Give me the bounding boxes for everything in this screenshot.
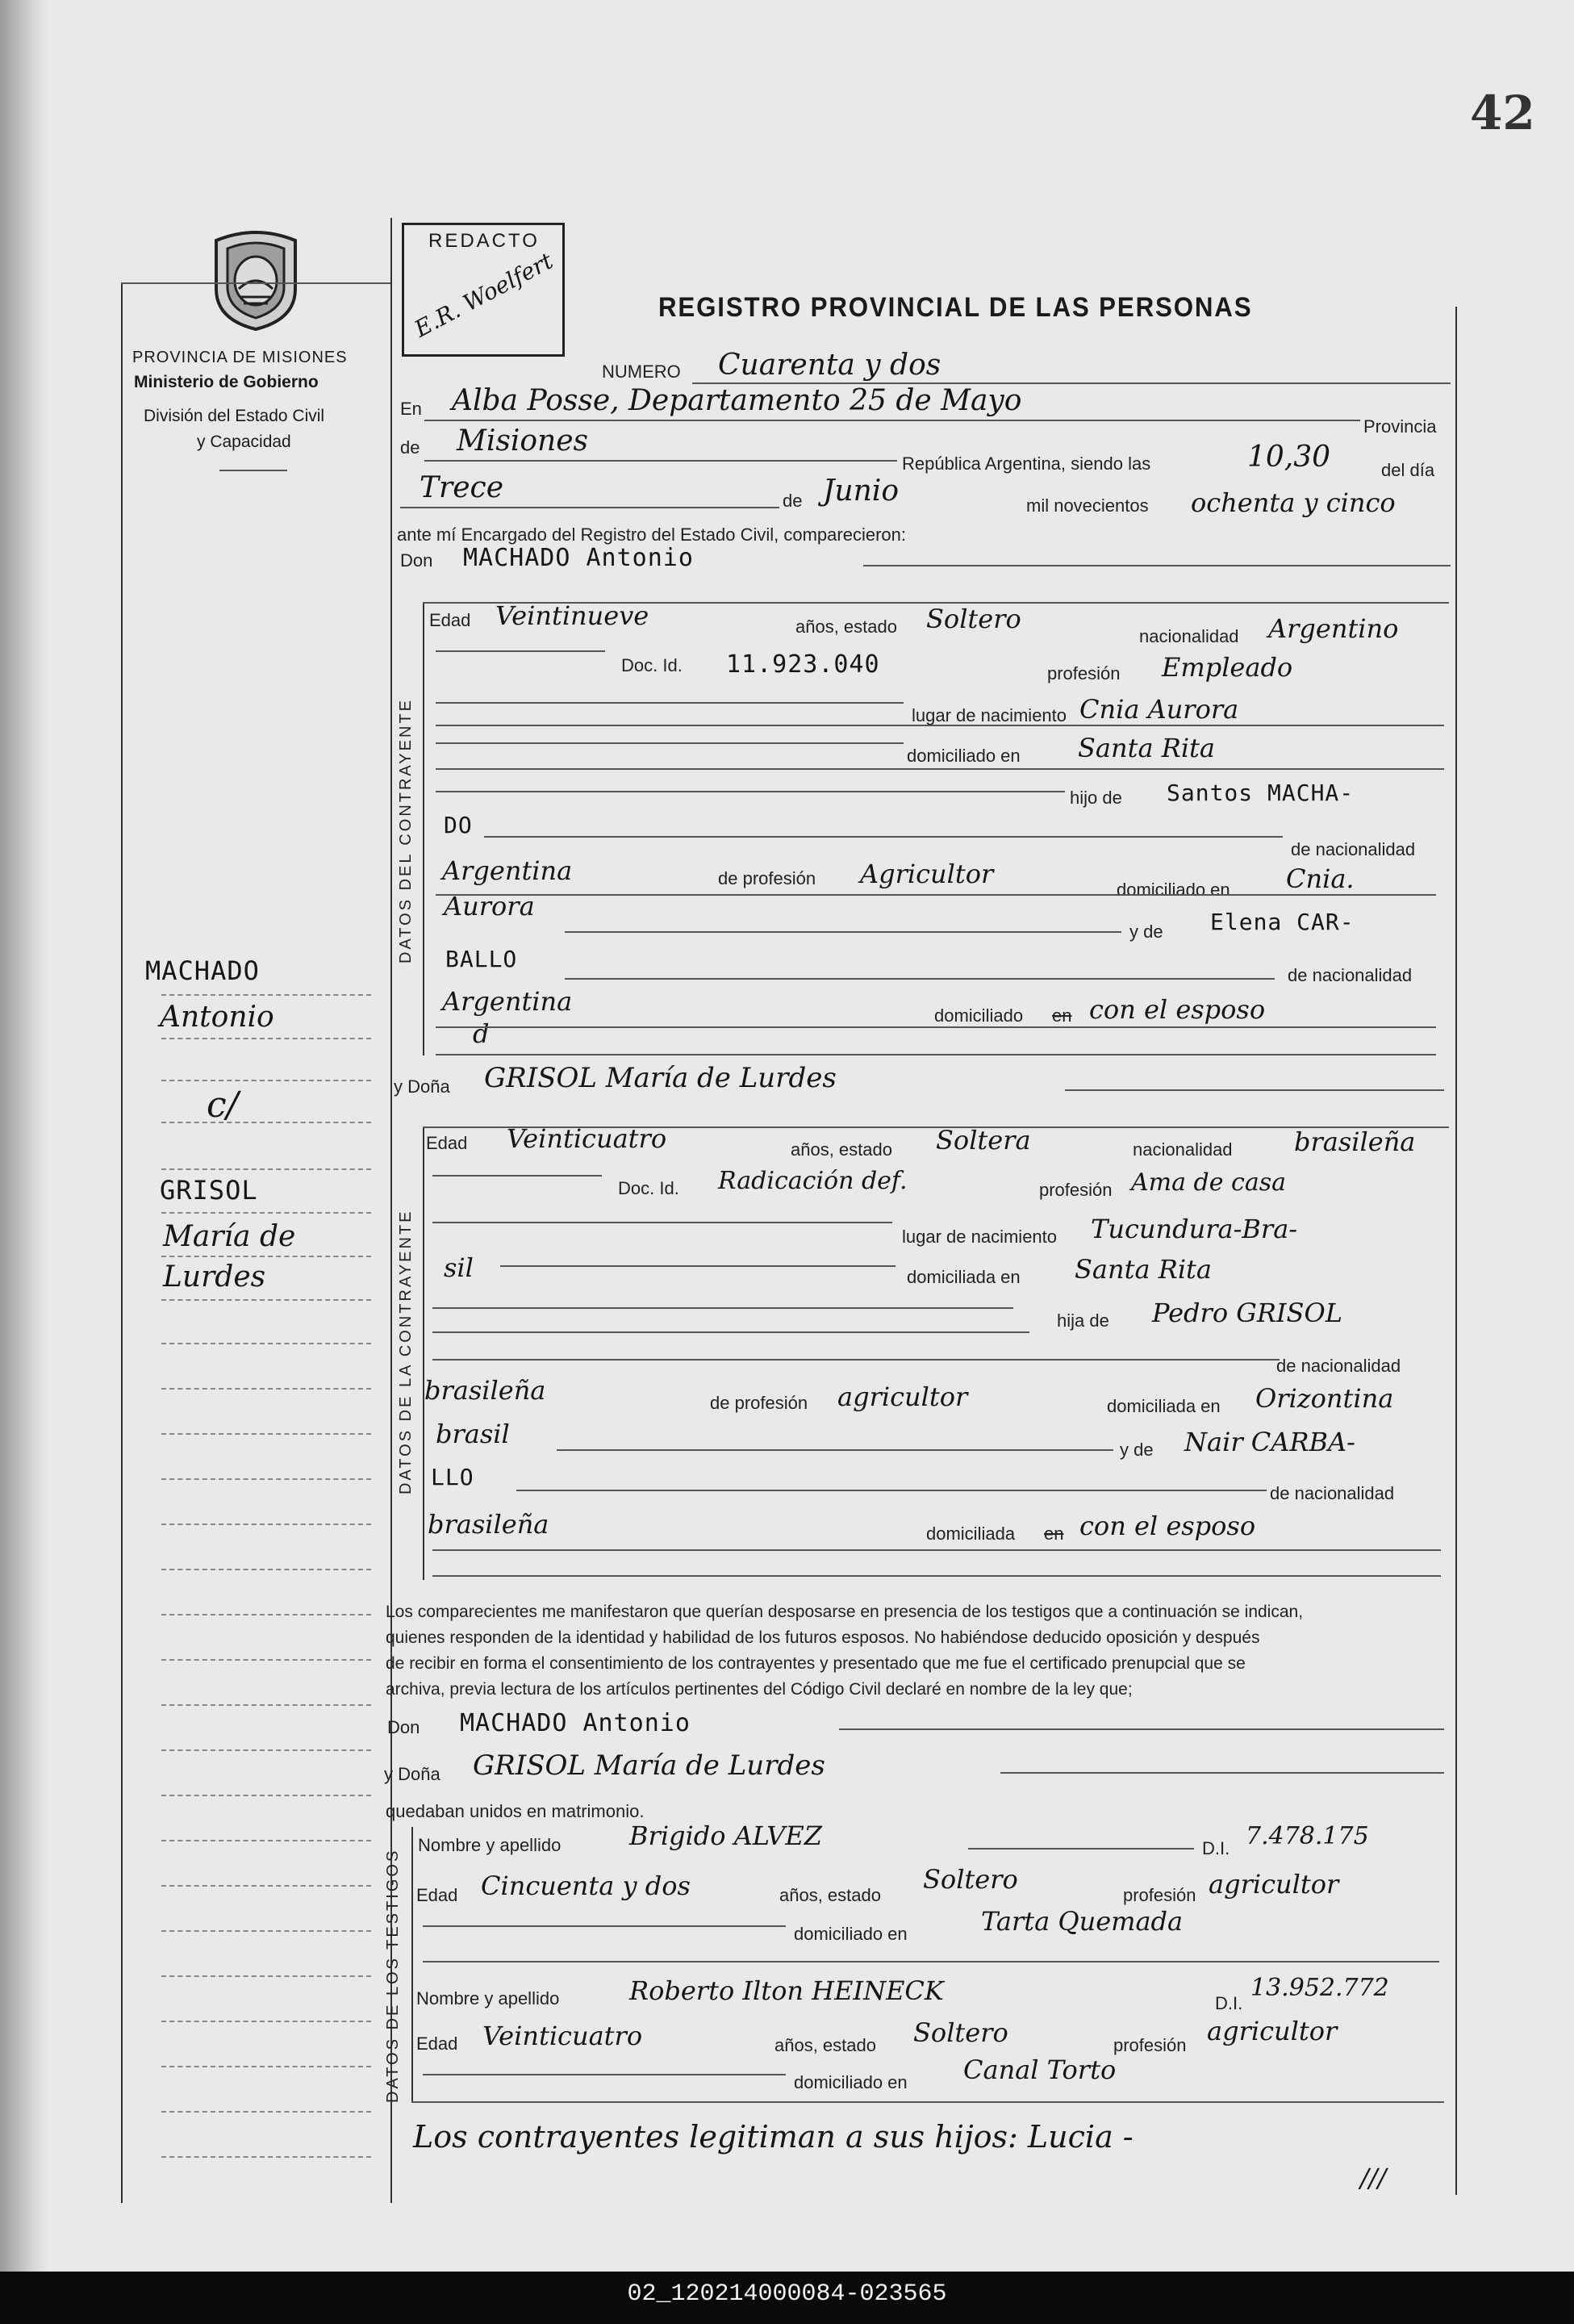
page-number: 42 xyxy=(1470,86,1535,140)
margin-rule xyxy=(161,1885,371,1887)
bride-box-rule xyxy=(423,1128,424,1580)
label-en-strike-bride: en xyxy=(1044,1524,1064,1544)
fill-line xyxy=(516,1490,1267,1491)
value-domicilio-bride: Santa Rita xyxy=(1075,1254,1212,1285)
value-w1-profesion: agricultor xyxy=(1209,1869,1339,1900)
value-madre-bride: Nair CARBA- xyxy=(1184,1427,1355,1457)
org-underline xyxy=(219,470,287,471)
witness-section-label: DATOS DE LOS TESTIGOS xyxy=(384,1848,402,2103)
statement-line-2: quienes responden de la identidad y habilidad de los futuros esposos. No habiéndose deducido oposición y después xyxy=(386,1628,1260,1647)
groom-box-rule xyxy=(423,604,424,1055)
margin-bride-surname: GRISOL xyxy=(160,1175,258,1206)
fill-line xyxy=(436,1026,1436,1028)
margin-rule xyxy=(161,994,371,996)
org-ministry: Ministerio de Gobierno xyxy=(134,373,319,391)
value-madre-dom-bride: con el esposo xyxy=(1079,1511,1256,1541)
label-en-strike: en xyxy=(1052,1005,1072,1026)
value-doc: 11.923.040 xyxy=(726,650,880,679)
scan-footer-id: 02_120214000084-023565 xyxy=(627,2280,947,2308)
margin-rule xyxy=(161,1524,371,1525)
fill-line xyxy=(436,702,904,704)
label-de-nac-2: de nacionalidad xyxy=(1288,965,1413,985)
fill-line xyxy=(436,1054,1436,1055)
label-republica: República Argentina, siendo las xyxy=(902,454,1151,474)
value-w2-edad: Veinticuatro xyxy=(482,2021,643,2051)
margin-rule xyxy=(161,2021,371,2022)
label-don-2: Don xyxy=(387,1717,420,1737)
fill-line xyxy=(432,1331,1029,1333)
fill-line xyxy=(436,768,1444,770)
value-provincia: Misiones xyxy=(457,424,589,458)
value-madre-2: BALLO xyxy=(445,946,518,972)
fill-line xyxy=(1000,1772,1444,1774)
fill-line xyxy=(436,742,904,744)
label-edad-bride: Edad xyxy=(426,1133,468,1153)
label-de-prof-bride: de profesión xyxy=(710,1393,808,1413)
label-domicilio-bride: domiciliada en xyxy=(907,1267,1021,1287)
label-profesion: profesión xyxy=(1047,663,1121,683)
label-anos-estado-bride: años, estado xyxy=(791,1139,892,1160)
margin-rule xyxy=(161,2111,371,2113)
fill-line xyxy=(400,507,779,508)
margin-rule xyxy=(161,1975,371,1977)
value-estado-bride: Soltera xyxy=(936,1125,1031,1156)
label-w1-di: D.I. xyxy=(1202,1838,1230,1858)
label-edad: Edad xyxy=(429,610,471,630)
fill-line xyxy=(423,1961,1439,1962)
value-w2-di: 13.952.772 xyxy=(1250,1974,1389,2002)
label-dona-2: y Doña xyxy=(384,1764,440,1784)
margin-rule xyxy=(161,1930,371,1932)
fill-line xyxy=(423,2074,786,2075)
form-top-rule xyxy=(121,282,390,284)
label-numero: NUMERO xyxy=(602,362,681,382)
fill-line xyxy=(411,2101,1444,2103)
legitimation-note: Los contrayentes legitiman a sus hijos: Lucia - xyxy=(413,2119,1134,2155)
continuation-mark: /// xyxy=(1360,2163,1387,2193)
register-title: REGISTRO PROVINCIAL DE LAS PERSONAS xyxy=(658,292,1253,323)
fill-line xyxy=(432,1307,1013,1309)
label-y-de-bride: y de xyxy=(1120,1440,1154,1460)
redacto-stamp xyxy=(402,223,565,357)
value-w1-nombre: Brigido ALVEZ xyxy=(629,1820,822,1851)
form-right-rule xyxy=(1455,307,1457,2195)
label-w1-anos-estado: años, estado xyxy=(779,1885,881,1905)
label-de-prof: de profesión xyxy=(718,868,816,888)
value-extra-mark: d xyxy=(473,1018,490,1049)
value-lugar-bride: Tucundura-Bra- xyxy=(1091,1214,1298,1244)
value-padre-bride: Pedro GRISOL xyxy=(1152,1298,1342,1328)
value-padre-dom-2: Aurora xyxy=(444,891,535,922)
value-padre-nac: Argentina xyxy=(442,855,573,886)
label-w1-nombre: Nombre y apellido xyxy=(418,1835,562,1855)
label-w1-profesion: profesión xyxy=(1123,1885,1196,1905)
fill-line xyxy=(436,650,605,652)
statement-line-3: de recibir en forma el consentimiento de los contrayentes y presentado que me fue el certificado prenupcial que se xyxy=(386,1654,1246,1673)
bride-section-label: DATOS DE LA CONTRAYENTE xyxy=(397,1209,415,1494)
value-w2-profesion: agricultor xyxy=(1207,2016,1338,2046)
margin-rule xyxy=(161,1433,371,1435)
value-dia: Trece xyxy=(420,471,503,504)
label-w1-domicilio: domiciliado en xyxy=(794,1924,908,1944)
value-padre-prof-bride: agricultor xyxy=(837,1381,968,1412)
label-doc: Doc. Id. xyxy=(621,655,683,675)
value-edad: Veintinueve xyxy=(495,600,649,631)
value-padre-nac-bride: brasileña xyxy=(424,1375,546,1406)
margin-rule xyxy=(161,1749,371,1751)
value-nacionalidad: Argentino xyxy=(1268,613,1399,644)
fill-line xyxy=(863,565,1451,566)
value-en: Alba Posse, Departamento 25 de Mayo xyxy=(452,384,1022,417)
value-padre-2: DO xyxy=(444,812,473,838)
value-lugar-bride-2: sil xyxy=(444,1252,474,1283)
fill-line xyxy=(436,725,1444,726)
value-padre-dom-bride: Orizontina xyxy=(1255,1383,1394,1414)
label-hija: hija de xyxy=(1057,1310,1109,1331)
margin-rule xyxy=(161,1343,371,1344)
label-doc-bride: Doc. Id. xyxy=(618,1178,679,1198)
label-profesion-bride: profesión xyxy=(1039,1180,1113,1200)
label-w2-domicilio: domiciliado en xyxy=(794,2072,908,2092)
label-w2-anos-estado: años, estado xyxy=(774,2035,876,2055)
statement-line-4: archiva, previa lectura de los artículos pertinentes del Código Civil declaré en nombre de la ley que; xyxy=(386,1680,1133,1699)
margin-groom-name: Antonio xyxy=(160,1001,274,1034)
label-y-dona: y Doña xyxy=(394,1076,450,1097)
text-ante: ante mí Encargado del Registro del Estado Civil, comparecieron: xyxy=(397,525,906,545)
margin-rule xyxy=(161,1256,371,1257)
label-lugar-bride: lugar de nacimiento xyxy=(902,1227,1058,1247)
fill-line xyxy=(968,1848,1194,1850)
label-domicilio: domiciliado en xyxy=(907,746,1021,766)
label-de-mes: de xyxy=(783,491,803,511)
value-w2-estado: Soltero xyxy=(913,2017,1008,2048)
label-del-dia: del día xyxy=(1381,460,1435,480)
value-w1-domicilio: Tarta Quemada xyxy=(981,1906,1184,1937)
margin-groom-surname: MACHADO xyxy=(145,955,260,986)
label-lugar: lugar de nacimiento xyxy=(912,705,1067,725)
value-madre-bride-2: LLO xyxy=(431,1464,474,1490)
fill-line xyxy=(424,460,897,462)
label-domiciliada: domiciliada xyxy=(926,1524,1016,1544)
label-y-de: y de xyxy=(1129,922,1163,942)
value-madre: Elena CAR- xyxy=(1210,909,1355,935)
value-domicilio: Santa Rita xyxy=(1078,733,1215,763)
org-province: PROVINCIA DE MISIONES xyxy=(132,349,348,366)
margin-rule xyxy=(161,1122,371,1123)
stamp-signature: E.R. Woelfert xyxy=(410,247,557,343)
margin-bride-name: María de xyxy=(163,1220,296,1253)
margin-rule xyxy=(161,1299,371,1301)
stamp-label: REDACTO xyxy=(428,230,540,252)
margin-rule xyxy=(161,1569,371,1570)
margin-rule xyxy=(161,1038,371,1039)
value-w1-di: 7.478.175 xyxy=(1246,1822,1369,1850)
label-de: de xyxy=(400,437,420,458)
value-anio: ochenta y cinco xyxy=(1191,487,1396,518)
margin-rule xyxy=(161,2156,371,2158)
fill-line xyxy=(557,1449,1113,1451)
value-bride-name: GRISOL María de Lurdes xyxy=(484,1062,837,1094)
value-dona-2: GRISOL María de Lurdes xyxy=(473,1749,825,1782)
fill-line xyxy=(424,420,1360,421)
fill-line xyxy=(1065,1089,1444,1091)
fill-line xyxy=(436,894,1436,896)
margin-rule xyxy=(161,1840,371,1841)
fill-line xyxy=(432,1549,1441,1551)
margin-rule xyxy=(161,1212,371,1214)
fill-line xyxy=(432,1575,1441,1577)
margin-rule xyxy=(161,1168,371,1170)
fill-line xyxy=(436,791,1065,792)
value-padre-dom: Cnia. xyxy=(1286,863,1355,894)
label-de-nac: de nacionalidad xyxy=(1291,839,1416,859)
witness-box-rule xyxy=(411,1827,413,2101)
value-padre-prof: Agricultor xyxy=(860,859,994,889)
margin-bride-name2: Lurdes xyxy=(163,1260,266,1294)
value-w2-domicilio: Canal Torto xyxy=(963,2054,1117,2085)
margin-rule xyxy=(161,1659,371,1661)
value-madre-nac: Argentina xyxy=(442,986,573,1017)
label-w2-nombre: Nombre y apellido xyxy=(416,1988,560,2008)
label-dom-en-bride: domiciliada en xyxy=(1107,1396,1221,1416)
margin-rule xyxy=(161,1478,371,1480)
value-don-2: MACHADO Antonio xyxy=(460,1709,691,1737)
groom-section-label: DATOS DEL CONTRAYENTE xyxy=(397,698,415,963)
fill-line xyxy=(432,1175,602,1177)
coat-of-arms-seal xyxy=(208,224,303,331)
fill-line xyxy=(565,978,1275,980)
value-don: MACHADO Antonio xyxy=(463,544,694,572)
margin-rule xyxy=(161,2066,371,2067)
left-margin-rule xyxy=(121,282,123,2203)
label-w1-edad: Edad xyxy=(416,1885,458,1905)
label-de-nac-bride: de nacionalidad xyxy=(1276,1356,1401,1376)
value-numero: Cuarenta y dos xyxy=(718,349,941,382)
value-w1-edad: Cincuenta y dos xyxy=(481,1870,691,1901)
label-de-nac-bride-2: de nacionalidad xyxy=(1270,1483,1395,1503)
margin-separator: c/ xyxy=(207,1085,239,1126)
label-w2-profesion: profesión xyxy=(1113,2035,1187,2055)
value-doc-bride: Radicación def. xyxy=(718,1167,908,1195)
org-capacity: y Capacidad xyxy=(197,433,291,451)
value-hora: 10,30 xyxy=(1247,441,1331,474)
value-madre-dom: con el esposo xyxy=(1089,994,1266,1025)
value-padre-dom-bride-2: brasil xyxy=(436,1419,510,1449)
label-en: En xyxy=(400,399,422,419)
value-profesion: Empleado xyxy=(1162,652,1293,683)
statement-line-1: Los comparecientes me manifestaron que querían desposarse en presencia de los testigos que a continuación se indican, xyxy=(386,1603,1304,1621)
value-madre-nac-bride: brasileña xyxy=(428,1509,549,1540)
label-mil: mil novecientos xyxy=(1026,495,1149,516)
value-profesion-bride: Ama de casa xyxy=(1131,1168,1286,1197)
book-spine xyxy=(0,0,48,2272)
label-w2-di: D.I. xyxy=(1215,1993,1243,2013)
margin-rule xyxy=(161,1614,371,1616)
value-padre: Santos MACHA- xyxy=(1167,780,1355,806)
label-don: Don xyxy=(400,550,433,571)
label-w2-edad: Edad xyxy=(416,2034,458,2054)
fill-line xyxy=(839,1728,1444,1730)
value-nacionalidad-bride: brasileña xyxy=(1294,1126,1416,1157)
value-estado: Soltero xyxy=(926,604,1021,634)
label-nacionalidad-bride: nacionalidad xyxy=(1133,1139,1233,1160)
label-anos-estado: años, estado xyxy=(795,617,897,637)
text-unidos: quedaban unidos en matrimonio. xyxy=(386,1801,645,1821)
value-w1-estado: Soltero xyxy=(923,1864,1018,1895)
value-w2-nombre: Roberto Ilton HEINECK xyxy=(629,1975,944,2006)
margin-rule xyxy=(161,1704,371,1706)
fill-line xyxy=(484,836,1283,838)
margin-rule xyxy=(161,1795,371,1796)
fill-line xyxy=(565,931,1121,933)
label-hijo: hijo de xyxy=(1070,788,1122,808)
label-domiciliado: domiciliado xyxy=(934,1005,1024,1026)
fill-line xyxy=(423,1925,786,1927)
fill-line xyxy=(432,1359,1280,1361)
label-provincia: Provincia xyxy=(1363,416,1437,437)
value-lugar: Cnia Aurora xyxy=(1079,694,1239,725)
margin-rule xyxy=(161,1388,371,1390)
fill-line xyxy=(500,1265,896,1267)
label-nacionalidad: nacionalidad xyxy=(1139,626,1239,646)
value-edad-bride: Veinticuatro xyxy=(507,1123,667,1154)
fill-line xyxy=(432,1222,892,1223)
margin-rule xyxy=(161,1080,371,1081)
value-mes: Junio xyxy=(823,474,899,508)
label-dom-en: domiciliado en xyxy=(1117,880,1230,900)
org-division: División del Estado Civil xyxy=(144,407,325,425)
